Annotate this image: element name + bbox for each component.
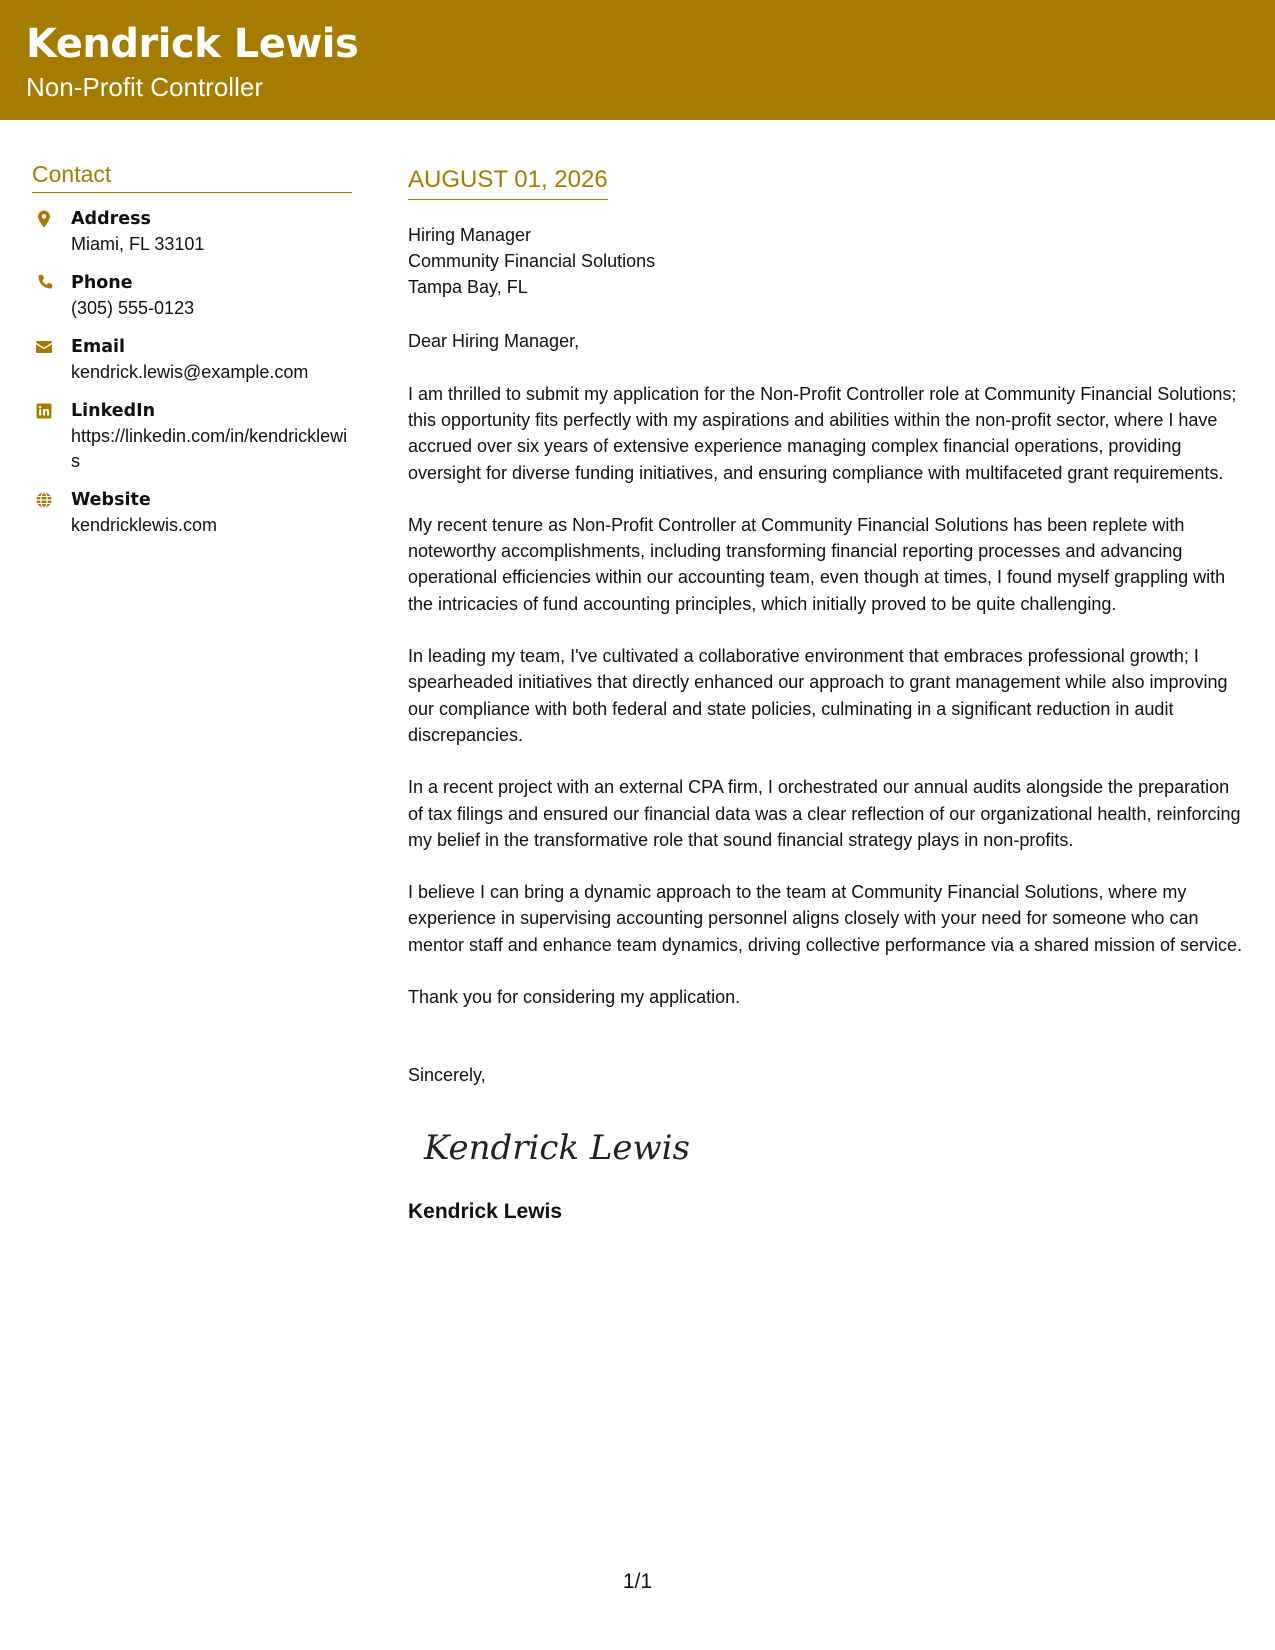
applicant-job-title: Non-Profit Controller — [26, 72, 263, 102]
phone-icon — [34, 273, 54, 293]
letter-paragraph: I am thrilled to submit my application for the Non-Profit Controller role at Community Financial Solutions; this opportunity fits perfectly with my aspirations and abilities within the non-profit sector, where I have accrued over six years of extensive experience managing complex financial operations, providing oversight for diverse funding initiatives, and ensuring compliance with multifaceted grant requirements. — [408, 383, 1237, 483]
linkedin-value[interactable]: https://linkedin.com/in/kendricklewis — [71, 426, 348, 472]
handwritten-signature — [422, 1117, 1248, 1177]
recipient-line: Tampa Bay, FL — [408, 277, 528, 298]
letter-paragraph: In leading my team, I've cultivated a collaborative environment that embraces professional growth; I spearheaded initiatives that directly enhanced our approach to grant management while also improving our compliance with both federal and state policies, culminating in a significant reduction in audit discrepancies. — [408, 646, 1228, 745]
letter-paragraph: I believe I can bring a dynamic approach to the team at Community Financial Solutions, where my experience in supervising accounting personnel aligns closely with your need for someone who can mentor staff and enhance team dynamics, driving collective performance via a shared mission of service. — [408, 882, 1243, 955]
cover-letter-body — [408, 167, 1248, 1225]
signed-name: Kendrick Lewis — [408, 1199, 563, 1223]
map-pin-icon — [34, 209, 54, 229]
sign-off: Sincerely, — [408, 1065, 486, 1086]
letter-paragraph: In a recent project with an external CPA firm, I orchestrated our annual audits alongside the preparation of tax filings and ensured our financial data was a clear reflection of our organizational health, reinforcing my belief in the transformative role that sound financial strategy plays in non-profits. — [408, 777, 1241, 850]
contact-heading: Contact — [32, 162, 352, 193]
website-value[interactable]: kendricklewis.com — [71, 515, 218, 536]
recipient-line: Hiring Manager — [408, 225, 532, 246]
envelope-icon — [34, 337, 54, 357]
contact-label: Email — [71, 337, 125, 358]
contact-label: LinkedIn — [71, 401, 156, 422]
contact-label: Phone — [71, 273, 133, 294]
contact-item-website — [32, 488, 352, 538]
contact-item-phone — [32, 271, 352, 321]
closing-line: Thank you for considering my application. — [408, 987, 741, 1008]
contact-item-email — [32, 335, 352, 385]
salutation: Dear Hiring Manager, — [408, 331, 580, 352]
letter-paragraph: My recent tenure as Non-Profit Controller at Community Financial Solutions has been replete with noteworthy accomplishments, including transforming financial reporting processes and advancing operational efficiencies within our accounting team, even though at times, I found myself grappling with the intricacies of fund accounting principles, which initially proved to be quite challenging. — [408, 514, 1226, 614]
header-banner — [0, 0, 1275, 120]
page-number: 1/1 — [622, 1570, 653, 1593]
signature-text: Kendrick Lewis — [424, 1127, 690, 1168]
recipient-line: Community Financial Solutions — [408, 251, 656, 272]
letter-date: AUGUST 01, 2026 — [408, 167, 608, 200]
email-value[interactable]: kendrick.lewis@example.com — [71, 362, 309, 383]
contact-item-address — [32, 207, 352, 257]
linkedin-icon — [34, 401, 54, 421]
contact-label: Website — [71, 490, 151, 511]
phone-value: (305) 555-0123 — [71, 298, 195, 319]
recipient-block — [408, 222, 1248, 300]
applicant-name: Kendrick Lewis — [26, 21, 359, 67]
contact-sidebar — [32, 162, 352, 538]
address-value: Miami, FL 33101 — [71, 234, 205, 255]
globe-icon — [34, 490, 54, 510]
contact-item-linkedin — [32, 399, 352, 474]
contact-label: Address — [71, 209, 151, 230]
